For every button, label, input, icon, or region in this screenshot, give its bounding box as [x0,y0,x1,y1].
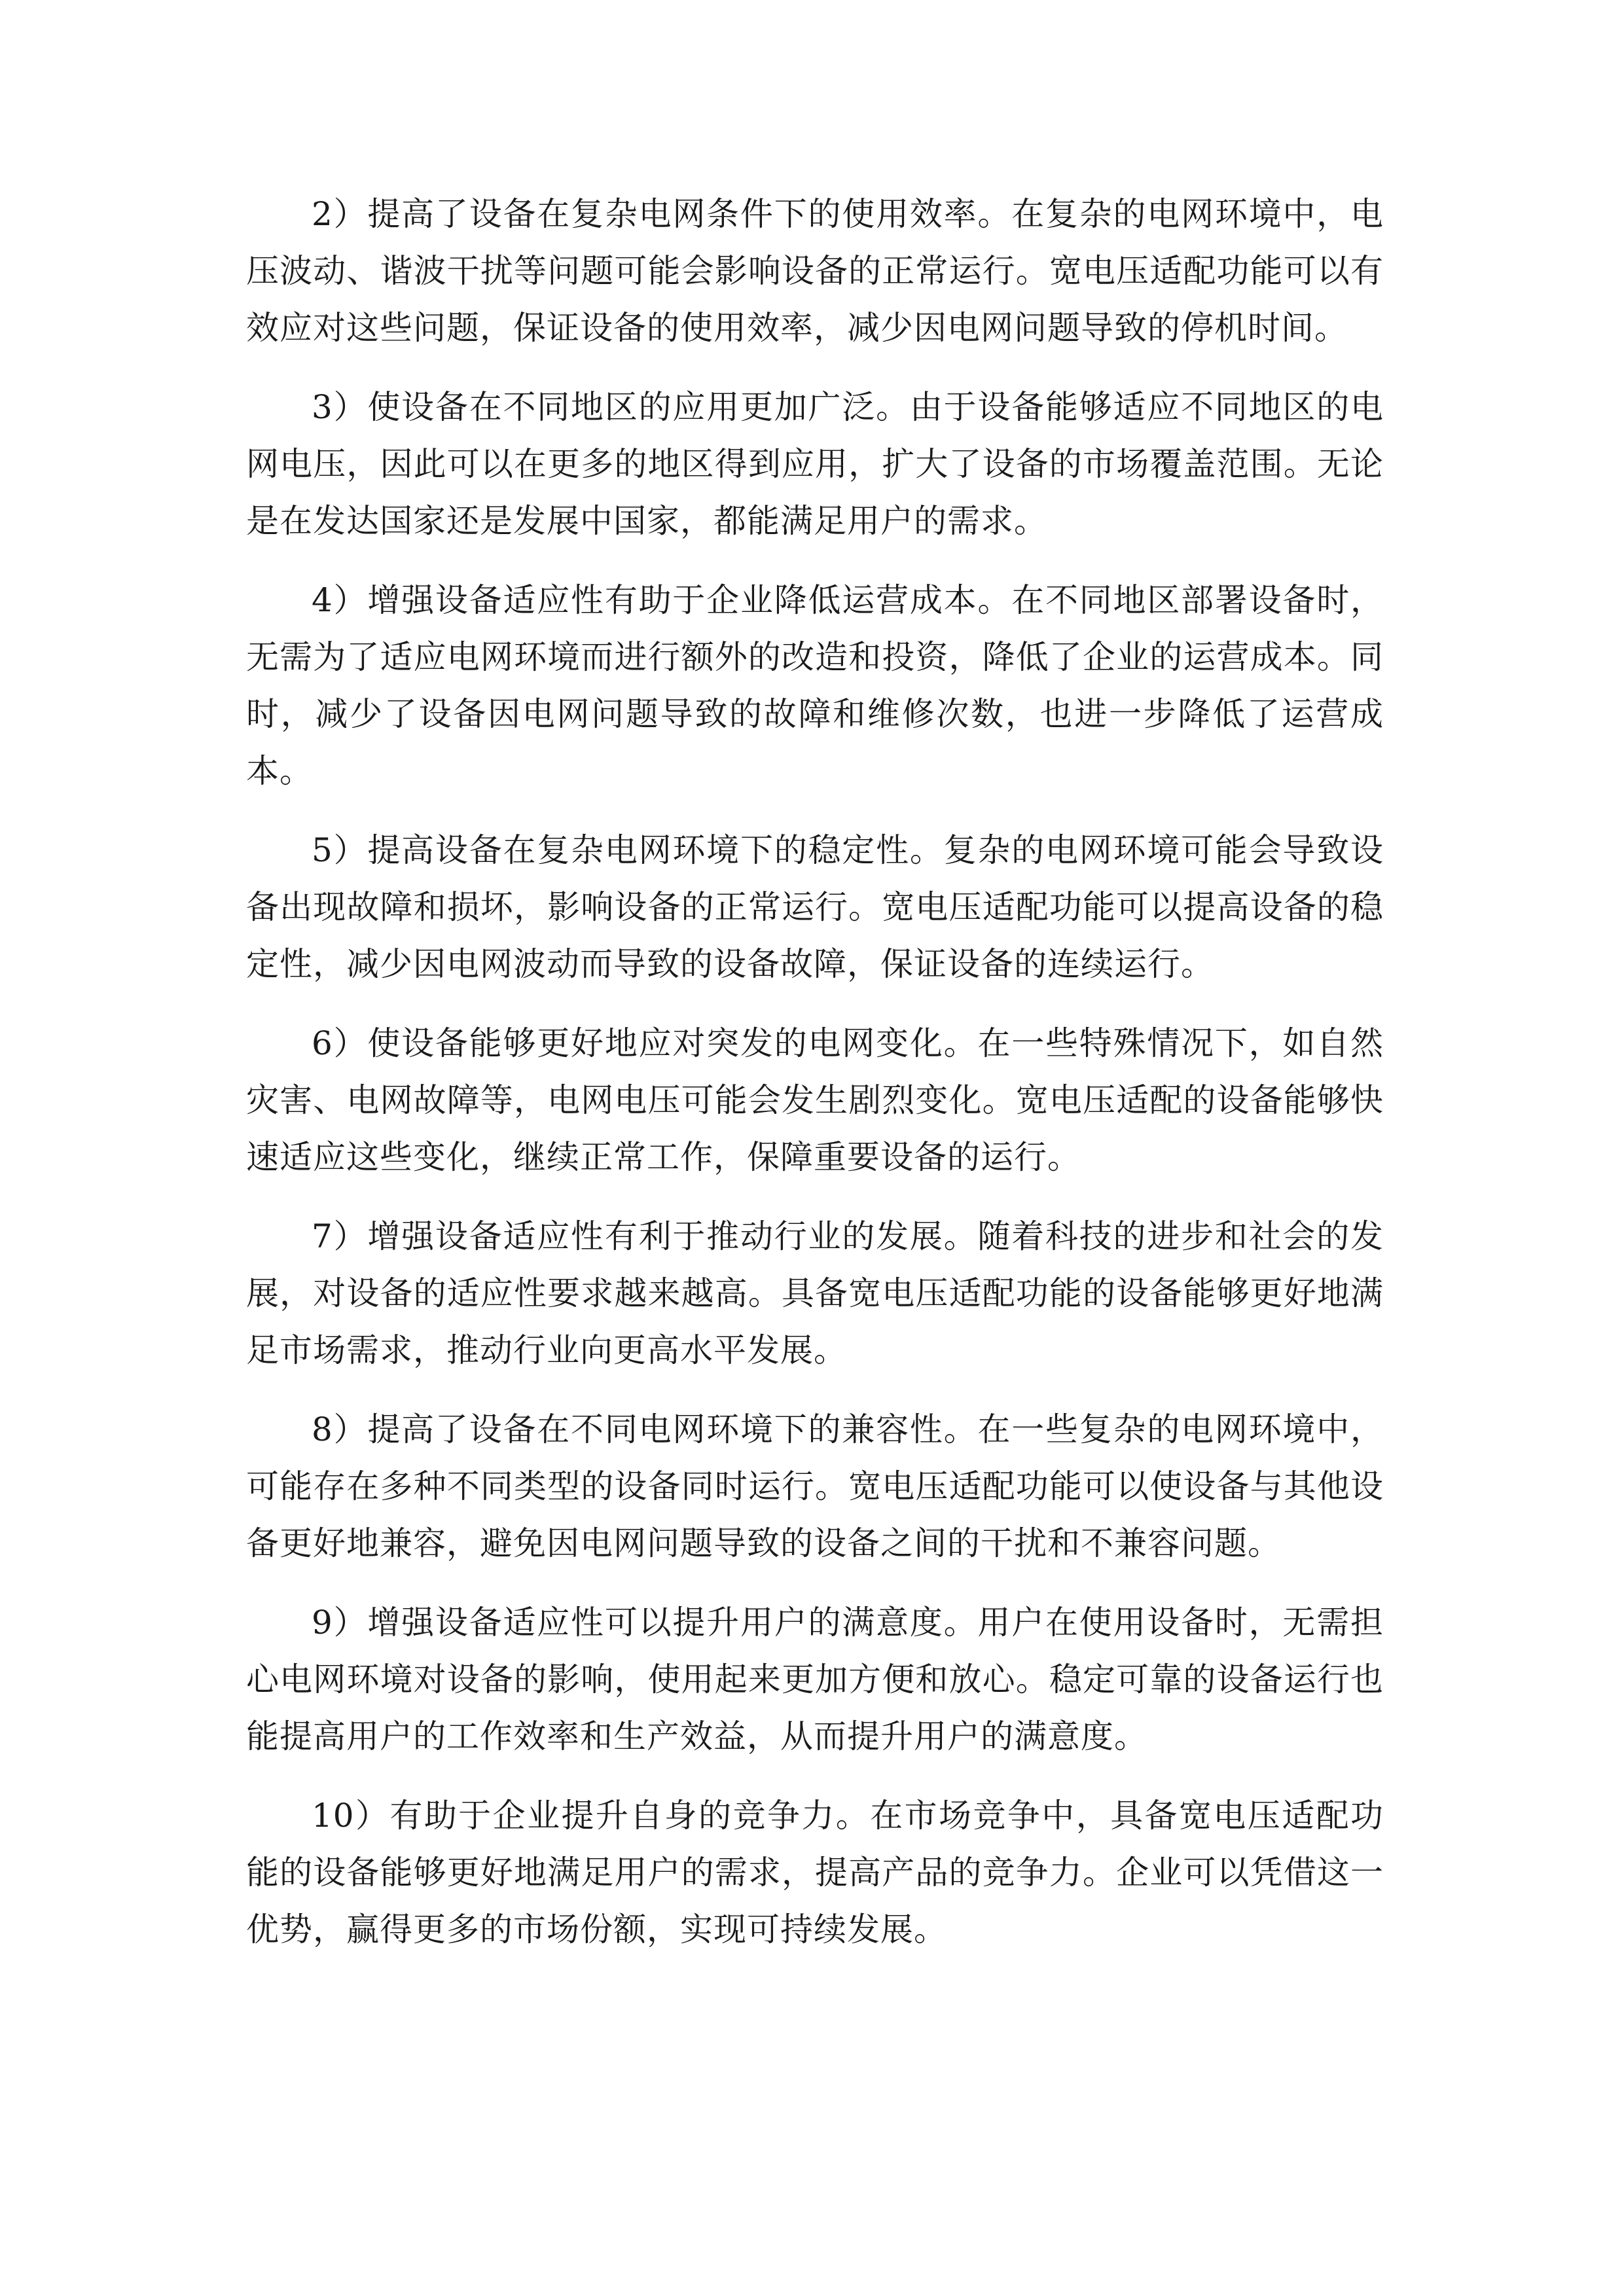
paragraph-item-8: 8）提高了设备在不同电网环境下的兼容性。在一些复杂的电网环境中，可能存在多种不同类型的设备同时运行。宽电压适配功能可以使设备与其他设备更好地兼容，避免因电网问题导致的设备之间的干扰和不兼容问题。 [246,1410,1384,1562]
paragraph-item-4: 4）增强设备适应性有助于企业降低运营成本。在不同地区部署设备时，无需为了适应电网环境而进行额外的改造和投资，降低了企业的运营成本。同时，减少了设备因电网问题导致的故障和维修次数，也进一步降低了运营成本。 [246,581,1384,790]
paragraph-item-6: 6）使设备能够更好地应对突发的电网变化。在一些特殊情况下，如自然灾害、电网故障等，电网电压可能会发生剧烈变化。宽电压适配的设备能够快速适应这些变化，继续正常工作，保障重要设备的运行。 [246,1024,1384,1176]
paragraph-item-7: 7）增强设备适应性有利于推动行业的发展。随着科技的进步和社会的发展，对设备的适应性要求越来越高。具备宽电压适配功能的设备能够更好地满足市场需求，推动行业向更高水平发展。 [246,1217,1384,1369]
paragraph-item-9: 9）增强设备适应性可以提升用户的满意度。用户在使用设备时，无需担心电网环境对设备的影响，使用起来更加方便和放心。稳定可靠的设备运行也能提高用户的工作效率和生产效益，从而提升用户的满意度。 [246,1604,1384,1755]
document-body [246,186,1384,1981]
paragraph-item-10: 10）有助于企业提升自身的竞争力。在市场竞争中，具备宽电压适配功能的设备能够更好地满足用户的需求，提高产品的竞争力。企业可以凭借这一优势，赢得更多的市场份额，实现可持续发展。 [246,1797,1384,1948]
paragraph-item-2: 2）提高了设备在复杂电网条件下的使用效率。在复杂的电网环境中，电压波动、谐波干扰等问题可能会影响设备的正常运行。宽电压适配功能可以有效应对这些问题，保证设备的使用效率，减少因电网问题导致的停机时间。 [246,195,1384,347]
paragraph-item-3: 3）使设备在不同地区的应用更加广泛。由于设备能够适应不同地区的电网电压，因此可以在更多的地区得到应用，扩大了设备的市场覆盖范围。无论是在发达国家还是发展中国家，都能满足用户的需求。 [246,388,1384,540]
paragraph-item-5: 5）提高设备在复杂电网环境下的稳定性。复杂的电网环境可能会导致设备出现故障和损坏，影响设备的正常运行。宽电压适配功能可以提高设备的稳定性，减少因电网波动而导致的设备故障，保证设备的连续运行。 [246,831,1384,983]
